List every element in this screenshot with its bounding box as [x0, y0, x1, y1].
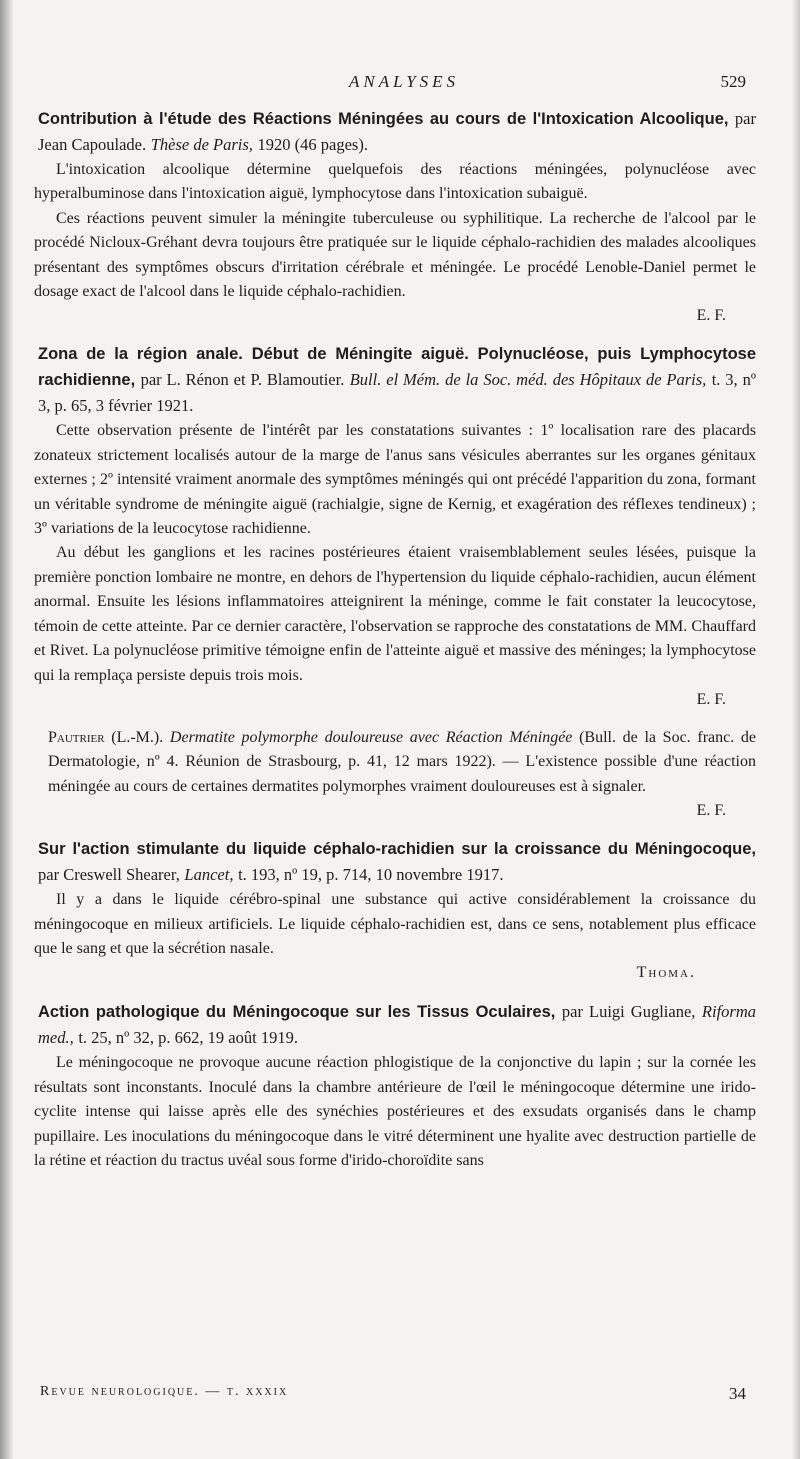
entry-title-text: Sur l'action stimulante du liquide céphalo-rachidien sur la croissance du Méningocoque,: [38, 840, 756, 859]
entry-source: t. 193, nº 19, p. 714, 10 novembre 1917.: [238, 865, 504, 885]
entry-title-text: Action pathologique du Méningocoque sur les Tissus Oculaires,: [38, 1003, 556, 1022]
entry-author-initials: (L.-M.).: [111, 728, 164, 746]
entry-source: 1920 (46 pages).: [257, 135, 368, 154]
entry-source: t. 3, nº 3, p. 65, 3 février 1921.: [38, 370, 756, 416]
entry-signature: E. F.: [696, 307, 726, 325]
abstract-entry: [34, 106, 756, 328]
entry-author: Pautrier: [48, 728, 105, 746]
entry-byline: par Creswell Shearer,: [38, 865, 180, 885]
entry-citation: Dermatite polymorphe douloureuse avec Réaction Méningée: [169, 728, 573, 746]
entry-paragraph: — L'existence possible d'une réaction méningée au cours de certaines dermatites polymorphes vraiment douloureuses est à signaler.: [48, 753, 756, 795]
entry-paragraph: Le méningocoque ne provoque aucune réaction phlogistique de la conjonctive du lapin ; sur la cornée les résultats sont inconstants. Inoculé dans la chambre antérieure de l'œil le méningocoque détermine une irido-cyclite intense qui laisse après elle des synéchies postérieures et des exsudats organisés dans le champ pupillaire. Les inoculations du méningocoque dans le vitré déterminent une hyalite avec destruction partielle de la rétine et réaction du tractus uvéal sous forme d'irido-choroïdite sans: [34, 1054, 756, 1169]
entry-signature: E. F.: [696, 690, 726, 708]
entry-title: [34, 837, 756, 888]
abstract-entry: [34, 837, 756, 985]
entry-byline: par L. Rénon et P. Blamoutier.: [140, 370, 345, 390]
footer-signature-mark: 34: [729, 1384, 746, 1403]
entry-byline: par Luigi Gugliane,: [561, 1002, 696, 1022]
entry-title: [34, 106, 756, 158]
entry-title-text: Zona de la région anale. Début de Méningite aiguë. Polynucléose, puis Lymphocytose rachidienne,: [38, 345, 756, 390]
entry-source: (Bull. de la Soc. franc. de Dermatologie, nº 4. Réunion de Strasbourg, p. 41, 12 mars 1922).: [48, 728, 757, 771]
entry-source: t. 25, nº 32, p. 662, 19 août 1919.: [78, 1028, 298, 1048]
entry-paragraph: Au début les ganglions et les racines postérieures étaient vraisemblablement seules lésées, puisque la première ponction lombaire ne montre, en dehors de l'hypertension du liquide céphalo-rachidien, aucun élément anormal. Ensuite les lésions inflammatoires atteignirent la méninge, comme le fait constater la leucocytose, témoin de cette atteinte. Par ce dernier caractère, l'observation se rapproche des constatations de MM. Chauffard et Rivet. La polynucléose primitive témoigne enfin de l'atteinte aiguë et massive des méninges; la lymphocytose qui la remplaça persiste depuis trois mois.: [34, 544, 756, 684]
entry-citation: Thèse de Paris,: [150, 135, 253, 154]
abstract-entry: [34, 342, 756, 711]
page-content: [34, 106, 756, 1187]
page-binding-shadow: [0, 0, 14, 1459]
footer-journal: Revue neurologique. — t. xxxix: [40, 1384, 289, 1399]
page-footer: [40, 1384, 752, 1406]
entry-paragraph: Il y a dans le liquide cérébro-spinal une substance qui active considérablement la croissance du méningocoque en milieux artificiels. Le liquide céphalo-rachidien est, dans ce sens, notablement plus efficace que le sang et que la sécrétion nasale.: [34, 891, 756, 957]
entry-paragraph: Cette observation présente de l'intérêt par les constatations suivantes : 1º localisation rare des placards zonateux strictement localisés autour de la marge de l'anus sans vésicules aberrantes sur les organes génitaux externes ; 2º intensité vraiment anormale des symptômes méningés qui ont précédé l'apparition du zona, formant un véritable syndrome de méningite aiguë (rachialgie, signe de Kernig, et exagération des réflexes tendineux) ; 3º variations de la leucocytose rachidienne.: [34, 422, 756, 538]
entry-title: [34, 999, 756, 1051]
abstract-entry: [34, 999, 756, 1173]
page-number: 529: [720, 72, 746, 91]
entry-signature: E. F.: [696, 802, 726, 820]
entry-citation: Lancet,: [184, 865, 234, 885]
entry-paragraph: L'intoxication alcoolique détermine quelquefois des réactions méningées, polynucléose avec hyperalbuminose dans l'intoxication aiguë, lymphocytose dans l'intoxication subaiguë.: [34, 161, 756, 203]
entry-signature: Thoma.: [636, 964, 696, 982]
entry-title: [34, 342, 756, 419]
entry-title-text: Contribution à l'étude des Réactions Méningées au cours de l'Intoxication Alcoolique,: [38, 110, 729, 128]
abstract-entry: [34, 726, 756, 823]
entry-byline: par Jean Capoulade.: [38, 109, 756, 154]
entry-paragraph: Ces réactions peuvent simuler la méningite tuberculeuse ou syphilitique. La recherche de l'alcool par le procédé Nicloux-Gréhant devra toujours être pratiquée sur le liquide céphalo-rachidien des malades alcooliques présentant des symptômes obscurs d'irritation cérébrale et méningée. Le procédé Lenoble-Daniel permet le dosage exact de l'alcool dans le liquide céphalo-rachidien.: [34, 209, 756, 301]
entry-citation: Bull. el Mém. de la Soc. méd. des Hôpitaux de Paris,: [349, 370, 707, 390]
running-title: ANALYSES: [348, 72, 460, 91]
entry-title: [34, 726, 756, 799]
running-head: [56, 72, 752, 94]
page-edge-shadow: [792, 0, 800, 1459]
entry-citation: Riforma med.,: [38, 1002, 757, 1048]
